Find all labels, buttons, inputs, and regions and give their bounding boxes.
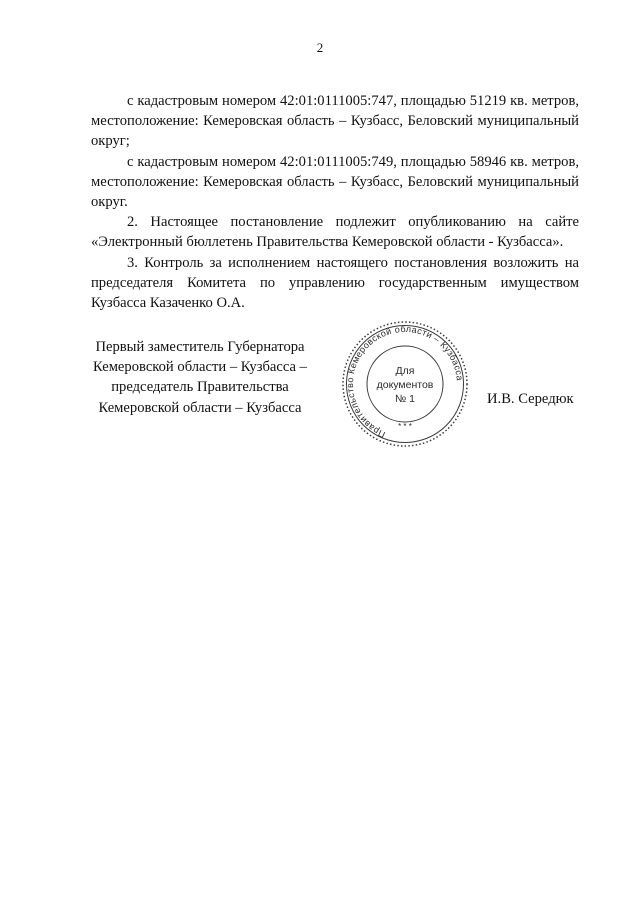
stamp-center-line-3: № 1 <box>394 393 416 405</box>
paragraph-cadastral-747: с кадастровым номером 42:01:0111005:747, площадью 51219 кв. метров, местоположение: Кемеровская область – Кузбасс, Беловский муниципальный округ; <box>91 93 579 150</box>
signatory-position <box>84 337 316 418</box>
document-body <box>91 91 579 313</box>
position-line-4: Кемеровской области – Кузбасса <box>98 399 302 416</box>
paragraph-cadastral-749: с кадастровым номером 42:01:0111005:749, площадью 58946 кв. метров, местоположение: Кемеровская область – Кузбасс, Беловский муниципальный округ. <box>91 153 579 211</box>
position-line-1: Первый заместитель Губернатора <box>95 339 305 355</box>
stamp-ring-text: Правительство Кемеровской области – Кузбасса <box>344 323 465 440</box>
paragraph-control: 3. Контроль за исполнением настоящего постановления возложить на председателя Комитета по управлению государственным имуществом Кузбасса Казаченко О.А. <box>91 254 579 312</box>
official-stamp <box>340 319 470 449</box>
stamp-stars: * * * <box>398 422 412 431</box>
stamp-center-line-2: документов <box>376 379 434 391</box>
paragraph-publication: 2. Настоящее постановление подлежит опубликованию на сайте «Электронный бюллетень Правительства Кемеровской области - Кузбасса». <box>91 214 579 251</box>
stamp-center-line-1: Для <box>395 365 415 377</box>
position-line-3: председатель Правительства <box>111 379 289 396</box>
page-number: 2 <box>316 40 324 55</box>
position-line-2: Кемеровской области – Кузбасса – <box>93 359 307 376</box>
signatory-name: И.В. Середюк <box>487 391 574 407</box>
